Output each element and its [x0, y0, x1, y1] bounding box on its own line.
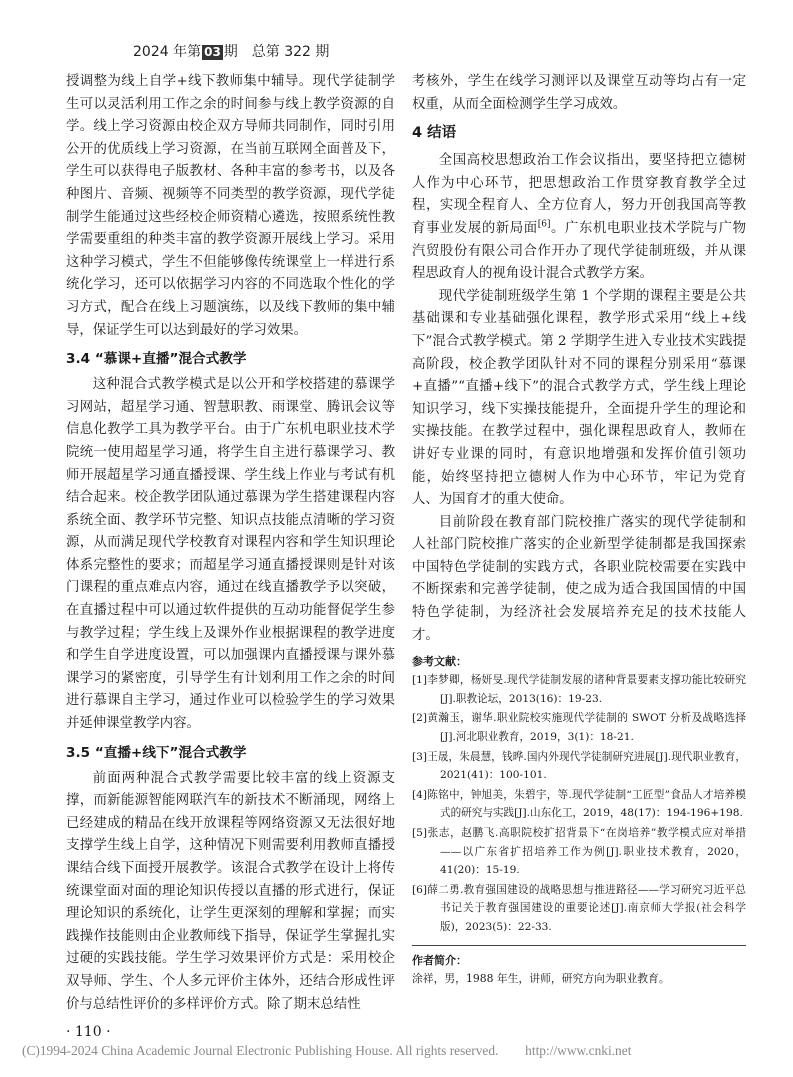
- header-issue-number: 03: [204, 45, 221, 59]
- references-list: [412, 671, 746, 936]
- reference-item: [5]张志，赵鹏飞.高职院校扩招背景下“在岗培养”教学模式应对举措——以广东省扩招培养工作为例[J].职业技术教育，2020，41(20)：15-19.: [412, 827, 746, 877]
- reference-item: [1]李梦卿，杨妍旻.现代学徒制发展的诸种背景要素支撑功能比较研究[J].职教论坛，2013(16)：19-23.: [412, 674, 746, 705]
- section-heading-conclusion: 4 结语: [412, 125, 457, 142]
- page-number: · 110 ·: [66, 1024, 111, 1040]
- header-issue-rest: 期 总第 322 期: [223, 44, 330, 60]
- section-heading-3-5: 3.5 “直播+线下”混合式教学: [66, 744, 247, 761]
- paragraph-conclusion-2: 现代学徒制班级学生第 1 个学期的课程主要是公共基础课和专业基础强化课程，教学形式采用“线上+线下”混合式教学模式。第 2 学期学生进入专业技术实践提高阶段，校企教学团队针对不同的课程分别采用“慕课+直播”“直播+线下”的混合式教学方式，学生线上理论知识学习，线下实操技能提升，全面提升学生的理论和实操技能。在教学过程中，强化课程思政育人，教师在讲好专业课的同时，有意识地增强和发挥价值引领功能，始终坚持把立德树人作为中心环节，牢记为党育人、为国育才的重大使命。: [412, 288, 746, 508]
- header-year: 2024 年第: [133, 44, 202, 60]
- paragraph-mooc-live: 这种混合式教学模式是以公开和学校搭建的慕课学习网站，超星学习通、智慧职教、雨课堂、腾讯会议等信息化教学工具为教学平台。由于广东机电职业技术学院统一使用超星学习通，将学生自主进行慕课学习、教师开展超星学习通直播授课、学生线上作业与考试有机结合起来。校企教学团队通过慕课为学生搭建课程内容系统全面、教学环节完整、知识点技能点清晰的学习资源，从而满足现代学校教育对课程内容和学生知识理论体系完整性的要求；而超星学习通直播授课则是针对该门课程的重点难点内容，通过在线直播教学予以突破，在直播过程中可以通过软件提供的互动功能督促学生参与教学过程；学生线上及课外作业根据课程的教学进度和学生自学进度设置，可以加强课内直播授课与课外慕课学习的紧密度，引导学生有计划利用工作之余的时间进行慕课自主学习，通过作业可以检验学生的学习效果并延伸课堂教学内容。: [66, 377, 395, 732]
- reference-item: [4]陈铭中，钟旭美，朱碧宇，等.现代学徒制“工匠型”食品人才培养模式的研究与实践[J].山东化工，2019，48(17)：194-196+198.: [412, 788, 746, 820]
- paragraph-continued: 授调整为线上自学+线下教师集中辅导。现代学徒制学生可以灵活利用工作之余的时间参与线上教学资源的自学。线上学习资源由校企双方导师共同制作，同时引用公开的优质线上学习资源，在当前互联网全面普及下，学生可以获得电子版教材、各种丰富的参考书，以及各种图片、音频、视频等不同类型的教学资源，现代学徒制学生能通过这些经校企师资精心遴选，按照系统性教学需要重组的种类丰富的教学资源开展线上学习。采用这种学习模式，学生不但能够像传统课堂上一样进行系统化学习，还可以依据学习内容的不同选取个性化的学习方式，配合在线上习题演练，以及线下教师的集中辅导，保证学生可以达到最好的学习效果。: [66, 74, 395, 338]
- reference-item: [6]薛二勇.教育强国建设的战略思想与推进路径——学习研究习近平总书记关于教育强国建设的重要论述[J].南京师大学报(社会科学版)，2023(5)：22-33.: [412, 883, 746, 933]
- author-bio-title: 作者简介：: [412, 953, 467, 967]
- references-title: 参考文献：: [412, 655, 467, 669]
- paragraph-live-offline: 前面两种混合式教学需要比较丰富的线上资源支撑，而新能源智能网联汽车的新技术不断涌现，网络上已经建成的精品在线开放课程等网络资源又无法很好地支撑学生线上自学，这种情况下则需要利用教师直播授课结合线下面授开展教学。该混合式教学在设计上将传统课堂面对面的理论知识传授以直播的形式进行，保证理论知识的系统化，让学生更深刻的理解和掌握；而实践操作技能则由企业教师线下指导，保证学生掌握扎实过硬的实践技能。学生学习效果评价方式是：采用校企双导师、学生、个人多元评价主体外，还结合形成性评价与总结性评价的多样评价方式。除了期末总结性: [66, 770, 395, 1012]
- reference-item: [2]黄瀚玉，谢华.职业院校实施现代学徒制的 SWOT 分析及战略选择[J].河北职业教育，2019，3(1)：18-21.: [412, 712, 746, 744]
- left-column: [66, 71, 395, 1016]
- paragraph-conclusion-3: 目前阶段在教育部门院校推广落实的现代学徒制和人社部门院校推广落实的企业新型学徒制都是我国探索中国特色学徒制的实践方式，各职业院校需要在实践中不断探索和完善学徒制，使之成为适合我国国情的中国特色学徒制，为经济社会发展培养充足的技术技能人才。: [412, 514, 746, 643]
- citation-6: [6]: [537, 219, 551, 230]
- right-column: [412, 71, 746, 988]
- journal-issue-header: [133, 41, 329, 61]
- author-bio-text: 涂祥，男，1988 年生，讲师，研究方向为职业教育。: [412, 971, 670, 985]
- section-heading-3-4: 3.4 “慕课+直播”混合式教学: [66, 351, 247, 368]
- copyright-watermark: (C)1994-2024 China Academic Journal Electronic Publishing House. All rights reserved. http://www.cnki.net: [22, 1043, 632, 1058]
- paragraph-continued-right: 考核外，学生在线学习测评以及课堂互动等均占有一定权重，从而全面检测学生学习成效。: [412, 74, 746, 112]
- author-divider: [412, 945, 746, 946]
- paragraph-conclusion-1: 全国高校思想政治工作会议指出，要坚持把立德树人作为中心环节，把思想政治工作贯穿教育教学全过程，实现全程育人、全方位育人，努力开创我国高等教育事业发展的新局面[6]。广东机电职业技术学院与广物汽贸股份有限公司合作开办了现代学徒制班级，并从课程思政育人的视角设计混合式教学方案。: [412, 153, 747, 282]
- reference-item: [3]王晟，朱晨慧，钱晔.国内外现代学徒制研究进展[J].现代职业教育，2021(41)：100-101.: [412, 750, 746, 782]
